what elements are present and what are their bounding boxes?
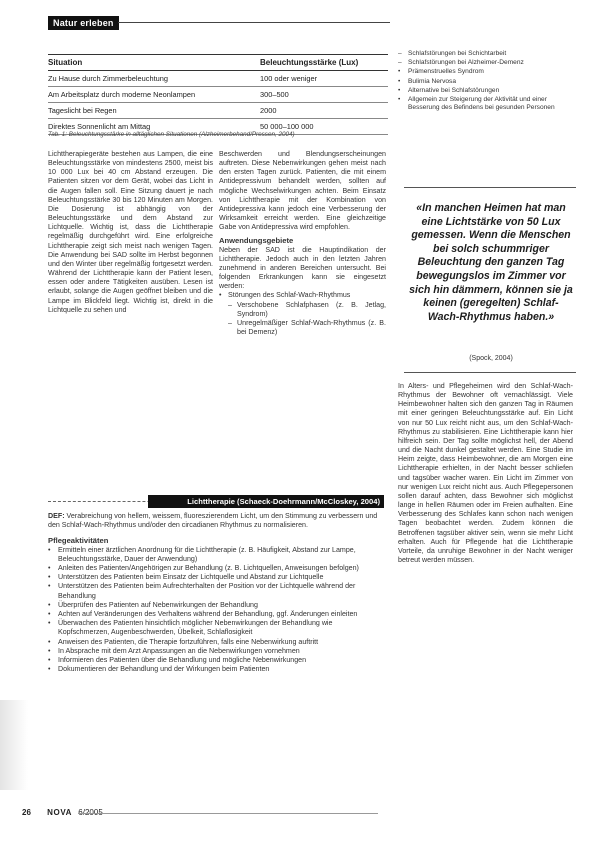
quote-rule	[404, 372, 576, 373]
list-item	[48, 564, 384, 573]
lux-header-situation: Situation	[48, 58, 83, 67]
table-cell: 50 000–100 000	[260, 122, 314, 131]
bullet-icon: •	[48, 619, 51, 628]
body-column-middle	[219, 150, 386, 485]
page-number: 26	[22, 808, 31, 817]
body-paragraph: In Alters- und Pflegeheimen wird den Schlaf-Wach-Rhythmus der Bewohner oft vernachlässigt. Viele Heimbewohner halten sich den ganzen Tag in Räumen mit einer geringen Beleuchtungsstärke auf. Ein Licht von nur 50 Lux reicht nicht aus, um den Schlaf-Wach-Rhythmus zu stabilisieren. Eine Lichttherapie kann hier hilfreich sein. Der Tag sollte möglichst hell, der Abend und die Nacht dunkel gestaltet werden. Eine Studie im Heim zeigte, dass Heimbewohner, die am Morgen eine Lichttherapie erhielten, in der Nacht besser schliefen und tagsüber wacher waren. Ein Licht im Zimmer von nur wenigen Lux reicht nicht aus. Auch Pflegepersonen sollen darauf achten, dass Bewohner sich möglichst lange in hellen Räumen oder im Freien aufhalten. Eine Verbesserung des Schlafes kann schon nach wenigen Tagen beobachtet werden. Zudem können die Betroffenen tagsüber aktiver sein, wenn sie mehr Licht erhalten. Auch für Pflegende hat die Lichttherapie Vorteile, da unruhige Bewohner in der Nacht weniger betreut werden müssen.	[398, 382, 573, 564]
bullet-icon: •	[48, 545, 51, 554]
list-item	[48, 610, 384, 619]
lux-header-lux: Beleuchtungsstärke (Lux)	[260, 58, 359, 67]
list-item-text: Dokumentieren der Behandlung und der Wirkungen beim Patienten	[58, 665, 270, 674]
section-rule	[118, 22, 390, 23]
list-item-text: Störungen des Schlaf-Wach-Rhythmus	[228, 291, 351, 300]
list-item-text: Informieren des Patienten über die Behandlung und mögliche Nebenwirkungen	[58, 656, 307, 665]
pull-quote-source: (Spock, 2004)	[469, 355, 513, 362]
box-title: Lichttherapie (Schaeck-Doehrmann/McCloskey, 2004)	[148, 495, 384, 508]
bullet-icon: •	[48, 573, 51, 582]
bullet-icon: •	[48, 665, 51, 674]
list-item-text: Unterstützen des Patienten beim Aufrechterhalten der Position vor der Lichtquelle während der Behandlung	[58, 582, 356, 600]
table-row	[48, 87, 388, 103]
section-heading: Anwendungsgebiete	[219, 236, 294, 246]
list-item	[48, 546, 384, 564]
list-item-text: Anweisen des Patienten, die Therapie fortzuführen, falls eine Nebenwirkung auftritt	[58, 637, 319, 646]
section-label: Natur erleben	[48, 16, 119, 30]
table-cell: 2000	[260, 106, 277, 115]
list-item	[398, 50, 570, 58]
publication-name: NOVA	[47, 808, 73, 817]
list-item	[48, 665, 384, 674]
table-caption: Tab. 1: Beleuchtungsstärke in alltäglichen Situationen (Alzheimerbehand/Pressen, 2004)	[48, 131, 295, 138]
list-item	[48, 656, 384, 665]
bullet-icon: •	[48, 656, 51, 665]
table-cell: 100 oder weniger	[260, 74, 318, 83]
list-item-text: Unregelmäßiger Schlaf-Wach-Rhythmus (z. B. bei Demenz)	[237, 318, 386, 336]
list-item-text: Schlafstörungen bei Alzheimer-Demenz	[408, 59, 524, 67]
pull-quote: «In manchen Heimen hat man eine Lichtstärke von 50 Lux gemessen. Wenn die Menschen bei solch schummriger Beleuchtung den ganzen Tag bewegungslos im Zimmer vor sich hin dämmern, können sie ja keinen (geregelten) Schlaf-Wach-Rhythmus haben.»	[409, 202, 573, 323]
list-item-text: Überprüfen des Patienten auf Nebenwirkungen der Behandlung	[58, 600, 258, 609]
body-paragraph: Neben der SAD ist die Hauptindikation der Lichttherapie. Jedoch auch in den letzten Jahren zunehmend in anderen Bereichen untersucht. Bei folgenden Erkrankungen kann sie eingesetzt werden:	[219, 245, 386, 291]
list-item-text: Achten auf Veränderungen des Verhaltens während der Behandlung, ggf. Änderungen einleiten	[58, 610, 358, 619]
activities-heading: Pflegeaktivitäten	[48, 536, 109, 546]
lux-table-header	[48, 54, 388, 71]
list-marker: •	[398, 86, 401, 94]
list-item-text: Überwachen des Patienten hinsichtlich möglicher Nebenwirkungen der Behandlung wie Kopfschmerzen, Augenbeschwerden, Übelkeit, Schlaflosigkeit	[58, 619, 333, 637]
nursing-box	[48, 512, 384, 674]
list-marker: •	[398, 96, 401, 104]
list-item	[398, 78, 570, 86]
table-cell: Direktes Sonnenlicht am Mittag	[48, 122, 151, 131]
list-marker: –	[398, 50, 402, 57]
list-item-text: Prämenstruelles Syndrom	[408, 68, 484, 76]
footer-rule	[78, 813, 378, 814]
list-item-text: Allgemein zur Steigerung der Aktivität und einer Besserung des Befindens bei gesunden Personen	[408, 96, 555, 112]
table-row	[48, 71, 388, 87]
table-cell: Zu Hause durch Zimmerbeleuchtung	[48, 74, 168, 83]
list-item-text: Ermitteln einer ärztlichen Anordnung für die Lichttherapie (z. B. Häufigkeit, Abstand zur Lampe, Beleuchtungsstärke, Dauer der Anwendung)	[58, 545, 356, 563]
list-item	[398, 96, 570, 112]
indication-list	[398, 50, 570, 113]
list-item	[48, 573, 384, 582]
body-column-left	[48, 150, 213, 485]
bullet-icon: •	[48, 564, 51, 573]
definition-text: Verabreichung von hellem, weissem, fluoreszierendem Licht, um den Stimmung zu verbessern und den Schlaf-Wach-Rhythmus und/oder den circadianen Rhythmus zu normalisieren.	[48, 512, 378, 530]
lux-table	[48, 54, 388, 135]
bullet-icon: •	[48, 600, 51, 609]
list-item	[48, 619, 384, 637]
list-item	[398, 87, 570, 95]
list-item	[398, 59, 570, 67]
list-item	[219, 319, 386, 337]
body-column-right	[398, 382, 573, 777]
list-item	[48, 647, 384, 656]
list-item	[48, 601, 384, 610]
list-marker: •	[398, 77, 401, 85]
table-row	[48, 103, 388, 119]
bullet-icon: •	[48, 610, 51, 619]
list-marker: •	[398, 68, 401, 76]
list-item	[219, 301, 386, 319]
list-item	[48, 638, 384, 647]
body-paragraph: Beschwerden und Blendungserscheinungen auftreten. Diese Nebenwirkungen gehen meist nach den ersten Tagen zurück. Patienten, die mit einem Antidepressivum behandelt werden, sollten auf mögliche Wechselwirkungen achten. Beim Einsatz von Lichttherapie mit der Kombination von Antidepressiva kann jedoch eine Verbesserung der Wirksamkeit erreicht werden. Eine gleichzeitige Gabe von Antidepressiva wird empfohlen.	[219, 150, 386, 232]
list-item-text: Verschobene Schlafphasen (z. B. Jetlag, Syndrom)	[237, 300, 386, 318]
issue-number: 6/2005	[78, 808, 103, 817]
list-item-text: Bulimia Nervosa	[408, 77, 457, 85]
definition	[48, 512, 384, 530]
table-cell: Am Arbeitsplatz durch moderne Neonlampen	[48, 90, 196, 99]
definition-label: DEF:	[48, 512, 65, 520]
list-item-text: Unterstützen des Patienten beim Einsatz der Lichtquelle und Abstand zur Lichtquelle	[58, 573, 324, 582]
list-marker: •	[219, 291, 222, 300]
scan-shading	[0, 700, 28, 790]
list-item-text: Anleiten des Patienten/Angehörigen zur Behandlung (z. B. Lichtquellen, Anweisungen befolgen)	[58, 564, 359, 573]
list-item-text: Alternative bei Schlafstörungen	[408, 86, 500, 94]
list-item-text: Schlafstörungen bei Schichtarbeit	[408, 50, 507, 57]
bullet-icon: •	[48, 582, 51, 591]
list-item	[48, 582, 384, 600]
list-marker: –	[398, 59, 402, 67]
table-cell: Tageslicht bei Regen	[48, 106, 117, 115]
list-item-text: In Absprache mit dem Arzt Anpassungen an die Nebenwirkungen vornehmen	[58, 646, 300, 655]
list-marker: –	[228, 318, 232, 327]
body-paragraph: Lichttherapiegeräte bestehen aus Lampen, die eine Beleuchtungsstärke von mindestens 2500, meist bis 10 000 Lux bei 40 cm Abstand erzeugen. Die Patienten sitzen vor dem Gerät, wobei das Licht in die Augen fallen soll. Eine Sitzung dauert je nach Beleuchtungsstärke 30 bis 120 Minuten am Morgen. Die Dosierung ist abhängig von der Beleuchtungsstärke und dem Abstand zur Lichtquelle. Wichtig ist, dass die Lichttherapie regelmäßig durchgeführt wird. Eine erfolgreiche Lichttherapie zeigt sich meist nach wenigen Tagen. Die Anwendung bei SAD sollte im Herbst begonnen und den Winter über regelmäßig fortgesetzt werden. Während der Lichttherapie kann der Patient lesen, essen oder andere Tätigkeiten ausüben. Lesen ist erlaubt, solange die Augen geöffnet bleiben und die Lampe im Blickfeld liegt. Wichtig ist, direkt in die Lichtquelle zu sehen und	[48, 150, 213, 314]
list-marker: –	[228, 300, 232, 309]
quote-rule	[404, 187, 576, 188]
table-cell: 300–500	[260, 90, 289, 99]
bullet-icon: •	[48, 637, 51, 646]
list-item	[219, 291, 386, 300]
list-item	[398, 68, 570, 76]
bullet-icon: •	[48, 646, 51, 655]
